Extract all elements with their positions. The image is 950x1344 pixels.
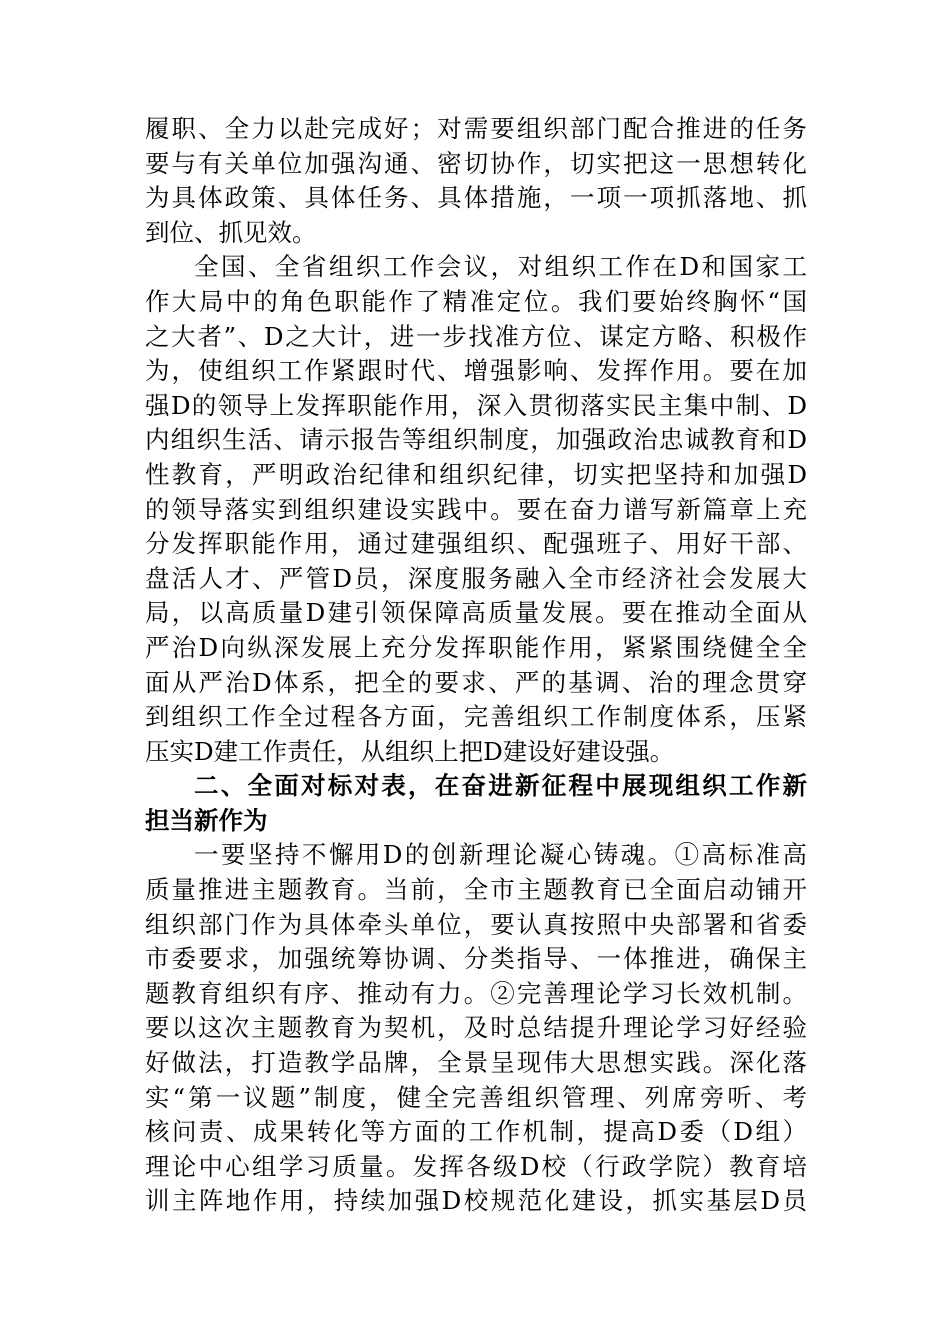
text-line: 为，使组织工作紧跟时代、增强影响、发挥作用。要在加: [145, 356, 807, 386]
text-line: 压实D建工作责任，从组织上把D建设好建设强。: [145, 736, 675, 766]
text-line: 的领导落实到组织建设实践中。要在奋力谱写新篇章上充: [145, 494, 807, 524]
text-line: 严治D向纵深发展上充分发挥职能作用，紧紧围绕健全全: [145, 632, 807, 662]
text-line: 面从严治D体系，把全的要求、严的基调、治的理念贯穿: [145, 667, 807, 697]
text-line: 一要坚持不懈用D的创新理论凝心铸魂。①高标准高: [194, 840, 807, 870]
text-line: 强D的领导上发挥职能作用，深入贯彻落实民主集中制、D: [145, 390, 807, 420]
text-line: 市委要求，加强统筹协调、分类指导、一体推进，确保主: [145, 944, 807, 974]
text-line: 训主阵地作用，持续加强D校规范化建设，抓实基层D员: [145, 1186, 807, 1216]
text-line: 履职、全力以赴完成好；对需要组织部门配合推进的任务: [145, 114, 807, 143]
text-line: 局，以高质量D建引领保障高质量发展。要在推动全面从: [145, 598, 807, 628]
text-line: 性教育，严明政治纪律和组织纪律，切实把坚持和加强D: [145, 459, 807, 489]
text-line: 理论中心组学习质量。发挥各级D校（行政学院）教育培: [145, 1151, 807, 1181]
text-line: 二、全面对标对表，在奋进新征程中展现组织工作新: [194, 771, 807, 801]
paragraph: [145, 112, 807, 250]
text-line: 核问责、成果转化等方面的工作机制，提高D委（D组）: [145, 1117, 807, 1147]
text-line: 实“第一议题”制度，健全完善组织管理、列席旁听、考: [145, 1082, 807, 1112]
document-page: [145, 112, 807, 1219]
text-line: 要以这次主题教育为契机，及时总结提升理论学习好经验: [145, 1013, 807, 1043]
text-line: 好做法，打造教学品牌，全景呈现伟大思想实践。深化落: [145, 1048, 807, 1078]
text-line: 全国、全省组织工作会议，对组织工作在D和国家工: [194, 252, 807, 282]
text-line: 盘活人才、严管D员，深度服务融入全市经济社会发展大: [145, 563, 807, 593]
text-line: 到位、抓见效。: [145, 217, 317, 247]
text-line: 质量推进主题教育。当前，全市主题教育已全面启动铺开: [145, 875, 807, 905]
text-line: 分发挥职能作用，通过建强组织、配强班子、用好干部、: [145, 529, 807, 559]
text-line: 组织部门作为具体牵头单位，要认真按照中央部署和省委: [145, 909, 807, 939]
text-line: 内组织生活、请示报告等组织制度，加强政治忠诚教育和D: [145, 425, 807, 455]
text-line: 之大者”、D之大计，进一步找准方位、谋定方略、积极作: [145, 321, 807, 351]
text-line: 担当新作为: [145, 805, 268, 835]
text-line: 为具体政策、具体任务、具体措施，一项一项抓落地、抓: [145, 183, 807, 213]
paragraph: [145, 838, 807, 1219]
paragraph: [145, 250, 807, 769]
text-line: 题教育组织有序、推动有力。②完善理论学习长效机制。: [145, 978, 807, 1008]
text-line: 作大局中的角色职能作了精准定位。我们要始终胸怀“国: [145, 286, 807, 316]
text-line: 要与有关单位加强沟通、密切协作，切实把这一思想转化: [145, 148, 807, 178]
section-heading: [145, 769, 807, 838]
text-line: 到组织工作全过程各方面，完善组织工作制度体系，压紧: [145, 702, 807, 732]
